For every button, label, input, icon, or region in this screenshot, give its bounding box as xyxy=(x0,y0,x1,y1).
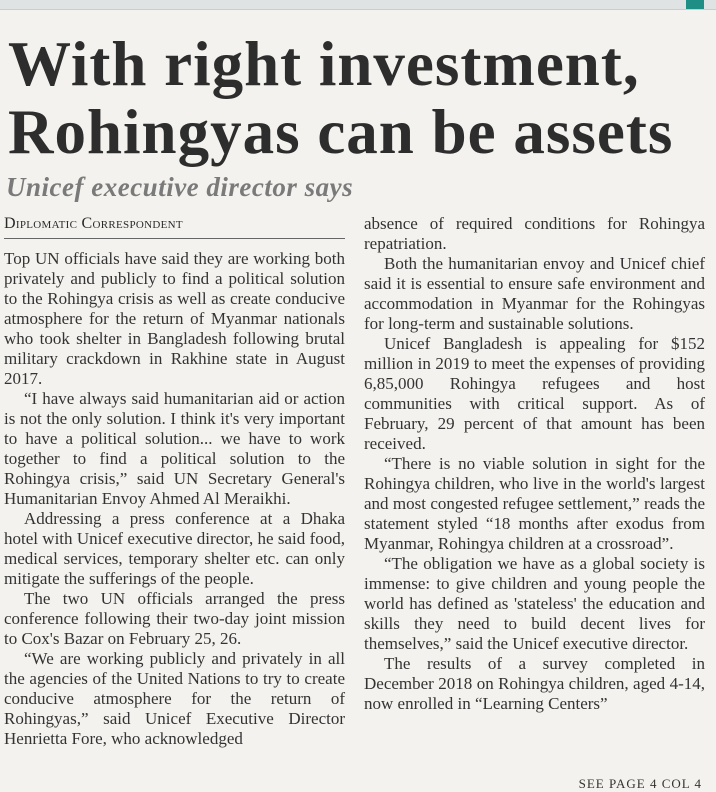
subheadline: Unicef executive director says xyxy=(6,172,354,202)
headline-line-1: With right investment, xyxy=(8,29,640,99)
continuation-note: SEE PAGE 4 COL 4 xyxy=(578,776,702,791)
top-accent-bar xyxy=(686,0,704,9)
paragraph: Both the humanitarian envoy and Unicef chief said it is essential to ensure safe environment and accommodation in Myanmar for the Rohingyas for long-term and sustainable solutions. xyxy=(364,254,705,333)
article-column-left xyxy=(4,214,345,749)
paragraph: Addressing a press conference at a Dhaka hotel with Unicef executive director, he said food, medical services, temporary shelter etc. can only mitigate the sufferings of the people. xyxy=(4,509,345,588)
paragraph: The two UN officials arranged the press conference following their two-day joint mission to Cox's Bazar on February 25, 26. xyxy=(4,589,345,648)
paragraph: absence of required conditions for Rohingya repatriation. xyxy=(364,214,705,253)
paragraph: Top UN officials have said they are working both privately and publicly to find a political solution to the Rohingya crisis as well as create conducive atmosphere for the return of Myanmar nationals who took shelter in Bangladesh following brutal military crackdown in Rakhine state in August 2017. xyxy=(4,249,345,388)
paragraph: “The obligation we have as a global society is immense: to give children and young people the world has defined as 'stateless' the education and skills they need to build decent lives for themselves,” said the Unicef executive director. xyxy=(364,554,705,653)
headline-line-2: Rohingyas can be assets xyxy=(8,97,674,167)
top-rule xyxy=(0,0,716,10)
headline xyxy=(8,30,708,166)
byline: Diplomatic Correspondent xyxy=(4,214,345,239)
paragraph: “There is no viable solution in sight for the Rohingya children, who live in the world's largest and most congested refugee settlement,” reads the statement styled “18 months after exodus from Myanmar, Rohingya children at a crossroad”. xyxy=(364,454,705,553)
paragraph: The results of a survey completed in December 2018 on Rohingya children, aged 4-14, now enrolled in “Learning Centers” xyxy=(364,654,705,713)
paragraph: “We are working publicly and privately in all the agencies of the United Nations to try to create conducive atmosphere for the return of Rohingyas,” said Unicef Executive Director Henrietta Fore, who acknowledged xyxy=(4,649,345,748)
paragraph: Unicef Bangladesh is appealing for $152 million in 2019 to meet the expenses of providing 6,85,000 Rohingya refugees and host communities with critical support. As of February, 29 percent of that amount has been received. xyxy=(364,334,705,453)
article-column-right xyxy=(364,214,705,714)
paragraph: “I have always said humanitarian aid or action is not the only solution. I think it's very important to have a political solution... we have to work together to find a political solution to the Rohingya crisis,” said UN Secretary General's Humanitarian Envoy Ahmed Al Meraikhi. xyxy=(4,389,345,508)
